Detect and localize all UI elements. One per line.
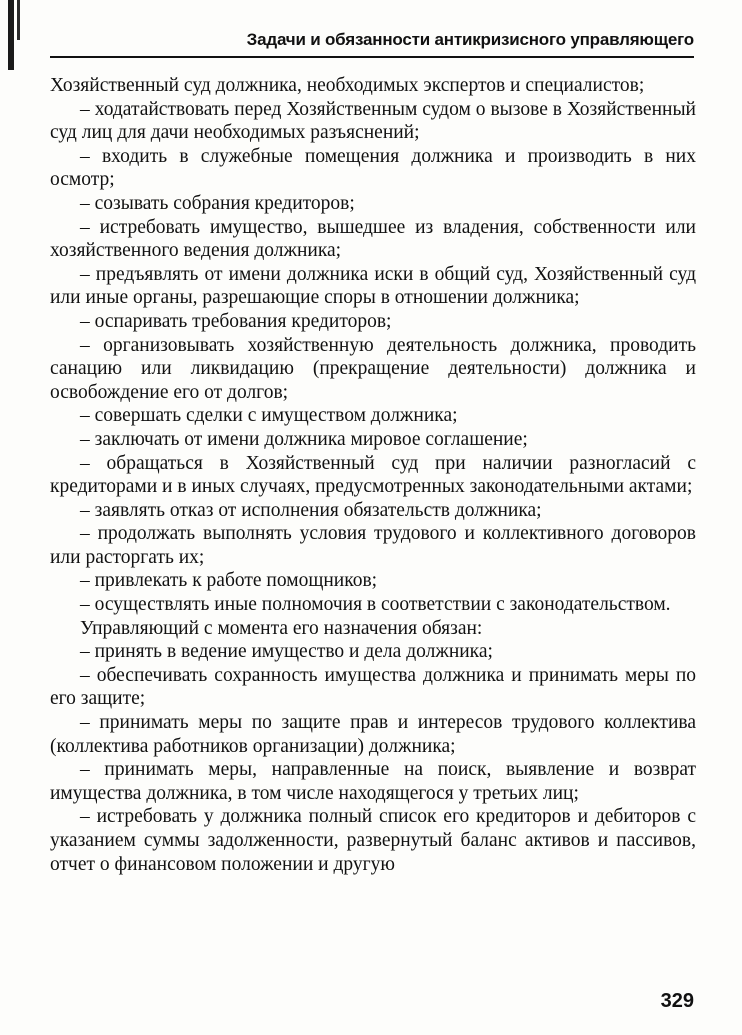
paragraph: – принять в ведение имущество и дела должника; — [80, 641, 493, 663]
paragraph: – истребовать имущество, вышедшее из владения, собственности или хозяйственного ведения должника; — [50, 216, 696, 262]
paragraph: – заключать от имени должника мировое соглашение; — [80, 428, 528, 450]
paragraph: – заявлять отказ от исполнения обязательств должника; — [80, 499, 542, 521]
paragraph: – принимать меры по защите прав и интересов трудового коллектива (коллектива работников организации) должника; — [50, 712, 696, 757]
paragraph: – принимать меры, направленные на поиск, выявление и возврат имущества должника, в том числе находящегося у третьих лиц; — [50, 759, 696, 804]
binding-edge-shadow — [8, 0, 14, 70]
running-title: Задачи и обязанности антикризисного управляющего — [246, 30, 694, 49]
paragraph: – обращаться в Хозяйственный суд при наличии разногласий с кредиторами и в иных случаях, предусмотренных законодательными актами; — [50, 452, 696, 498]
paragraph: – истребовать у должника полный список его кредиторов и дебиторов с указанием суммы задолженности, развернутый баланс активов и пассивов, отчет о финансовом положении и другую — [50, 806, 696, 875]
paragraph: – обеспечивать сохранность имущества должника и принимать меры по его защите; — [50, 664, 696, 710]
paragraph: Управляющий с момента его назначения обязан: — [80, 617, 483, 639]
paragraph: – ходатайствовать перед Хозяйственным судом о вызове в Хозяйственный суд лиц для дачи необходимых разъяснений; — [50, 98, 696, 144]
page-number: 329 — [660, 990, 694, 1012]
paragraph: – оспаривать требования кредиторов; — [80, 310, 392, 332]
paragraph: – осуществлять иные полномочия в соответствии с законодательством. — [80, 594, 671, 616]
page-body-text — [50, 74, 696, 876]
binding-edge-shadow-secondary — [17, 0, 20, 40]
running-header — [50, 30, 694, 58]
paragraph: Хозяйственный суд должника, необходимых экспертов и специалистов; — [50, 75, 645, 96]
paragraph: – привлекать к работе помощников; — [80, 570, 378, 592]
paragraph: – организовывать хозяйственную деятельность должника, проводить санацию или ликвидацию (прекращение деятельности) должника и освобождение его от долгов; — [50, 334, 696, 403]
paragraph: – продолжать выполнять условия трудового и коллективного договоров или расторгать их; — [50, 523, 696, 568]
paragraph: – совершать сделки с имуществом должника; — [80, 405, 458, 427]
paragraph: – предъявлять от имени должника иски в общий суд, Хозяйственный суд или иные органы, разрешающие споры в отношении должника; — [50, 263, 696, 309]
paragraph: – созывать собрания кредиторов; — [80, 192, 355, 214]
paragraph: – входить в служебные помещения должника и производить в них осмотр; — [50, 145, 696, 191]
